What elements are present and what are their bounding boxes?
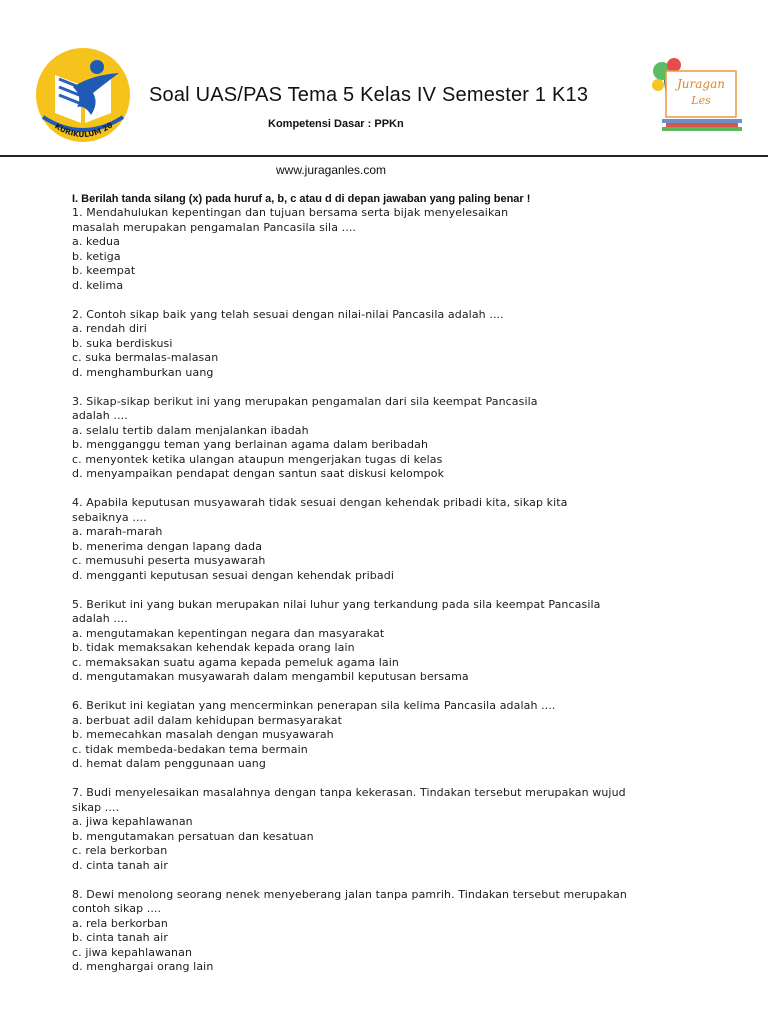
header-divider	[0, 155, 768, 157]
answer-option: c. menyontek ketika ulangan ataupun mengerjakan tugas di kelas	[72, 452, 443, 466]
question-stem: 3. Sikap-sikap berikut ini yang merupakan pengamalan dari sila keempat Pancasila	[72, 394, 538, 408]
answer-option: b. tidak memaksakan kehendak kepada orang lain	[72, 641, 355, 654]
question-stem: 6. Berikut ini kegiatan yang mencerminkan penerapan sila kelima Pancasila adalah ....	[72, 699, 556, 712]
kurikulum-2013-logo	[33, 45, 133, 145]
answer-option: a. selalu tertib dalam menjalankan ibadah	[72, 423, 309, 437]
logo-left-text: KURIKULUM 20	[53, 120, 115, 140]
question-stem: 4. Apabila keputusan musyawarah tidak sesuai dengan kehendak pribadi kita, sikap kita	[72, 496, 568, 509]
question-stem: 8. Dewi menolong seorang nenek menyeberang jalan tanpa pamrih. Tindakan tersebut merupakan	[72, 887, 627, 901]
question-8	[72, 888, 712, 975]
answer-option: c. memaksakan suatu agama kepada pemeluk agama lain	[72, 655, 400, 669]
answer-option: a. jiwa kepahlawanan	[72, 815, 193, 828]
logo-right-text-2: Les	[691, 94, 711, 107]
answer-option: d. menyampaikan pendapat dengan santun saat diskusi kelompok	[72, 467, 445, 480]
logo-right-text-1: Juragan	[677, 77, 725, 91]
question-stem: sebaiknya ....	[72, 510, 147, 524]
answer-option: c. jiwa kepahlawanan	[72, 945, 193, 959]
page-title: Soal UAS/PAS Tema 5 Kelas IV Semester 1 K13	[149, 84, 589, 106]
answer-option: d. mengganti keputusan sesuai dengan kehendak pribadi	[72, 568, 394, 582]
question-stem: 5. Berikut ini yang bukan merupakan nilai luhur yang terkandung pada sila keempat Pancasila	[72, 597, 601, 611]
question-sheet	[72, 192, 712, 989]
competence-label: Kompetensi Dasar : PPKn	[268, 118, 404, 130]
question-1	[72, 206, 712, 293]
answer-option: b. mengutamakan persatuan dan kesatuan	[72, 829, 314, 843]
answer-option: a. mengutamakan kepentingan negara dan masyarakat	[72, 626, 385, 640]
question-5	[72, 598, 712, 685]
answer-option: a. rela berkorban	[72, 916, 168, 930]
answer-option: d. cinta tanah air	[72, 858, 168, 872]
answer-option: a. rendah diri	[72, 322, 147, 335]
question-6	[72, 699, 712, 772]
question-stem: adalah ....	[72, 409, 128, 422]
question-list	[72, 206, 712, 975]
question-stem: 2. Contoh sikap baik yang telah sesuai dengan nilai-nilai Pancasila adalah ....	[72, 307, 504, 321]
answer-option: c. tidak membeda-bedakan tema bermain	[72, 742, 308, 756]
question-stem: sikap ....	[72, 800, 120, 814]
question-stem: contoh sikap ....	[72, 902, 162, 915]
question-2	[72, 308, 712, 381]
question-7	[72, 786, 712, 873]
answer-option: d. menghamburkan uang	[72, 365, 214, 379]
juragan-les-logo	[652, 55, 742, 135]
answer-option: c. rela berkorban	[72, 844, 168, 857]
question-stem: masalah merupakan pengamalan Pancasila sila ....	[72, 220, 357, 234]
answer-option: c. memusuhi peserta musyawarah	[72, 554, 266, 567]
question-stem: adalah ....	[72, 612, 128, 625]
answer-option: b. memecahkan masalah dengan musyawarah	[72, 728, 334, 741]
answer-option: a. berbuat adil dalam kehidupan bermasyarakat	[72, 713, 343, 727]
answer-option: b. mengganggu teman yang berlainan agama dalam beribadah	[72, 438, 429, 451]
answer-option: d. kelima	[72, 278, 124, 292]
instruction-text: I. Berilah tanda silang (x) pada huruf a, b, c atau d di depan jawaban yang paling benar !	[72, 193, 531, 205]
answer-option: b. cinta tanah air	[72, 931, 168, 944]
answer-option: d. mengutamakan musyawarah dalam mengambil keputusan bersama	[72, 670, 469, 683]
answer-option: b. keempat	[72, 264, 136, 277]
answer-option: d. hemat dalam penggunaan uang	[72, 757, 266, 770]
question-stem: 1. Mendahulukan kepentingan dan tujuan bersama serta bijak menyelesaikan	[72, 206, 509, 219]
answer-option: b. ketiga	[72, 249, 121, 263]
answer-option: a. marah-marah	[72, 525, 163, 538]
answer-option: c. suka bermalas-malasan	[72, 351, 219, 364]
website-url: www.juraganles.com	[276, 163, 387, 177]
question-4	[72, 496, 712, 583]
answer-option: a. kedua	[72, 235, 120, 248]
answer-option: d. menghargai orang lain	[72, 960, 214, 973]
answer-option: b. suka berdiskusi	[72, 336, 173, 350]
question-3	[72, 395, 712, 482]
answer-option: b. menerima dengan lapang dada	[72, 539, 263, 553]
question-stem: 7. Budi menyelesaikan masalahnya dengan tanpa kekerasan. Tindakan tersebut merupakan wujud	[72, 786, 626, 799]
